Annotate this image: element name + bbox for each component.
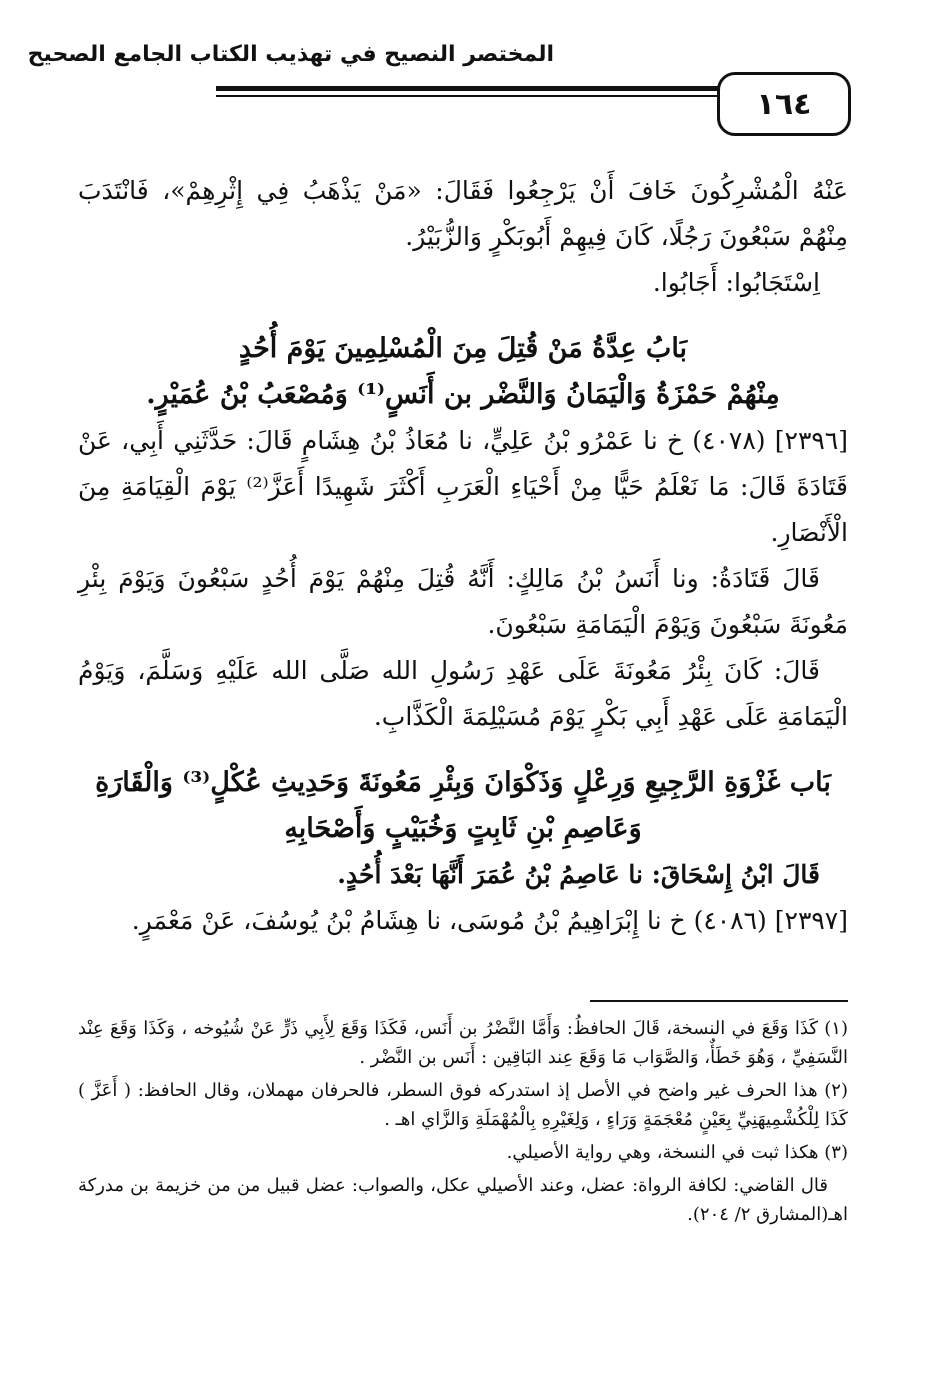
hadith-paragraph: قَالَ قَتَادَةُ: ونا أَنَسُ بْنُ مَالِكٍ: أَنَّهُ قُتِلَ مِنْهُمْ يَوْمَ أُحُدٍ سَبْعُونَ وَيَوْمَ بِئْرِ مَعُونَةَ سَبْعُونَ وَيَوْمَ الْيَمَامَةِ سَبْعُونَ. xyxy=(78,564,848,639)
footnotes xyxy=(78,1014,848,1233)
chapter-heading: بَاب غَزْوَةِ الرَّجِيعِ وَرِعْلٍ وَذَكْوَانَ وَبِئْرِ مَعُونَةَ وَحَدِيثِ عُكْلٍ⁽³⁾ وَالْقَارَةِ وَعَاصِمِ بْنِ ثَابِتٍ وَخُبَيْبٍ وَأَصْحَابِهِ xyxy=(95,767,831,844)
text-paragraph: عَنْهُ الْمُشْرِكُونَ خَافَ أَنْ يَرْجِعُوا فَقَالَ: «مَنْ يَذْهَبُ فِي إِثْرِهِمْ»، فَانْتَدَبَ مِنْهُمْ سَبْعُونَ رَجُلًا، كَانَ فِيهِمْ أَبُوبَكْرٍ وَالزُّبَيْرُ. xyxy=(78,176,848,251)
footnote: (١) كَذَا وَقَعَ في النسخة، قَالَ الحافظُ: وَأَمَّا النَّضْرُ بن أَنَس، فَكَذَا وَقَعَ لِأَبِي ذَرٍّ عَنْ شُيُوخه ، وَكَذَا وَقَعَ عِنْد النَّسَفِيِّ ، وَهُوَ خَطَأٌ، وَالصَّوَاب مَا وَقَعَ عِند البَاقِين : أَنَس بن النَّضْر . xyxy=(78,1018,848,1068)
footnote-continuation: قال القاضي: لكافة الرواة: عضل، وعند الأصيلي عكل، والصواب: عضل قبيل من من خزيمة بن مدركة اهـ(المشارق ٢/ ٢٠٤). xyxy=(78,1175,848,1225)
hadith-paragraph: [٢٣٩٦] (٤٠٧٨) خ نا عَمْرُو بْنُ عَلِيٍّ، نا مُعَاذُ بْنُ هِشَامٍ قَالَ: حَدَّثَنِي أَبِي، عَنْ قَتَادَةَ قَالَ: مَا نَعْلَمُ حَيًّا مِنْ أَحْيَاءِ الْعَرَبِ أَكْثَرَ شَهِيدًا أَعَزَّ⁽²⁾ يَوْمَ الْقِيَامَةِ مِنَ الْأَنْصَارِ. xyxy=(78,426,848,547)
running-title: المختصر النصيح في تهذيب الكتاب الجامع الصحيح xyxy=(27,42,554,67)
footnote-separator xyxy=(590,1000,848,1002)
footnote: (٢) هذا الحرف غير واضح في الأصل إذ استدركه فوق السطر، فالحرفان مهملان، وقال الحافظ: ( أَعَزَّ ) كَذَا لِلْكُشْمِيهَنِيِّ بِعَيْنٍ مُعْجَمَةٍ وَرَاءٍ ، وَلِغَيْرِهِ بِالْمُهْمَلَةِ وَالزَّاي اهـ . xyxy=(78,1080,848,1130)
gloss-line: اِسْتَجَابُوا: أَجَابُوا. xyxy=(652,268,820,297)
hadith-paragraph: [٢٣٩٧] (٤٠٨٦) خ نا إِبْرَاهِيمُ بْنُ مُوسَى، نا هِشَامُ بْنُ يُوسُفَ، عَنْ مَعْمَرٍ. xyxy=(131,906,848,935)
chapter-subheading: مِنْهُمْ حَمْزَةُ وَالْيَمَانُ وَالنَّضْر بن أَنَسٍ⁽¹⁾ وَمُصْعَبُ بْنُ عُمَيْرٍ. xyxy=(146,379,780,410)
main-text xyxy=(78,168,848,944)
hadith-paragraph: قَالَ: كَانَ بِئْرُ مَعُونَةَ عَلَى عَهْدِ رَسُولِ الله صَلَّى الله عَلَيْهِ وَسَلَّمَ، وَيَوْمُ الْيَمَامَةِ عَلَى عَهْدِ أَبِي بَكْرٍ يَوْمَ مُسَيْلِمَةَ الْكَذَّابِ. xyxy=(78,656,848,731)
narration-line: قَالَ ابْنُ إِسْحَاقَ: نا عَاصِمُ بْنُ عُمَرَ أَنَّهَا بَعْدَ أُحُدٍ. xyxy=(337,860,820,889)
footnote: (٣) هكذا ثبت في النسخة، وهي رواية الأصيلي. xyxy=(506,1142,848,1163)
chapter-heading: بَابُ عِدَّةُ مَنْ قُتِلَ مِنَ الْمُسْلِمِينَ يَوْمَ أُحُدٍ xyxy=(238,333,688,364)
page-number: ١٦٤ xyxy=(717,72,851,136)
